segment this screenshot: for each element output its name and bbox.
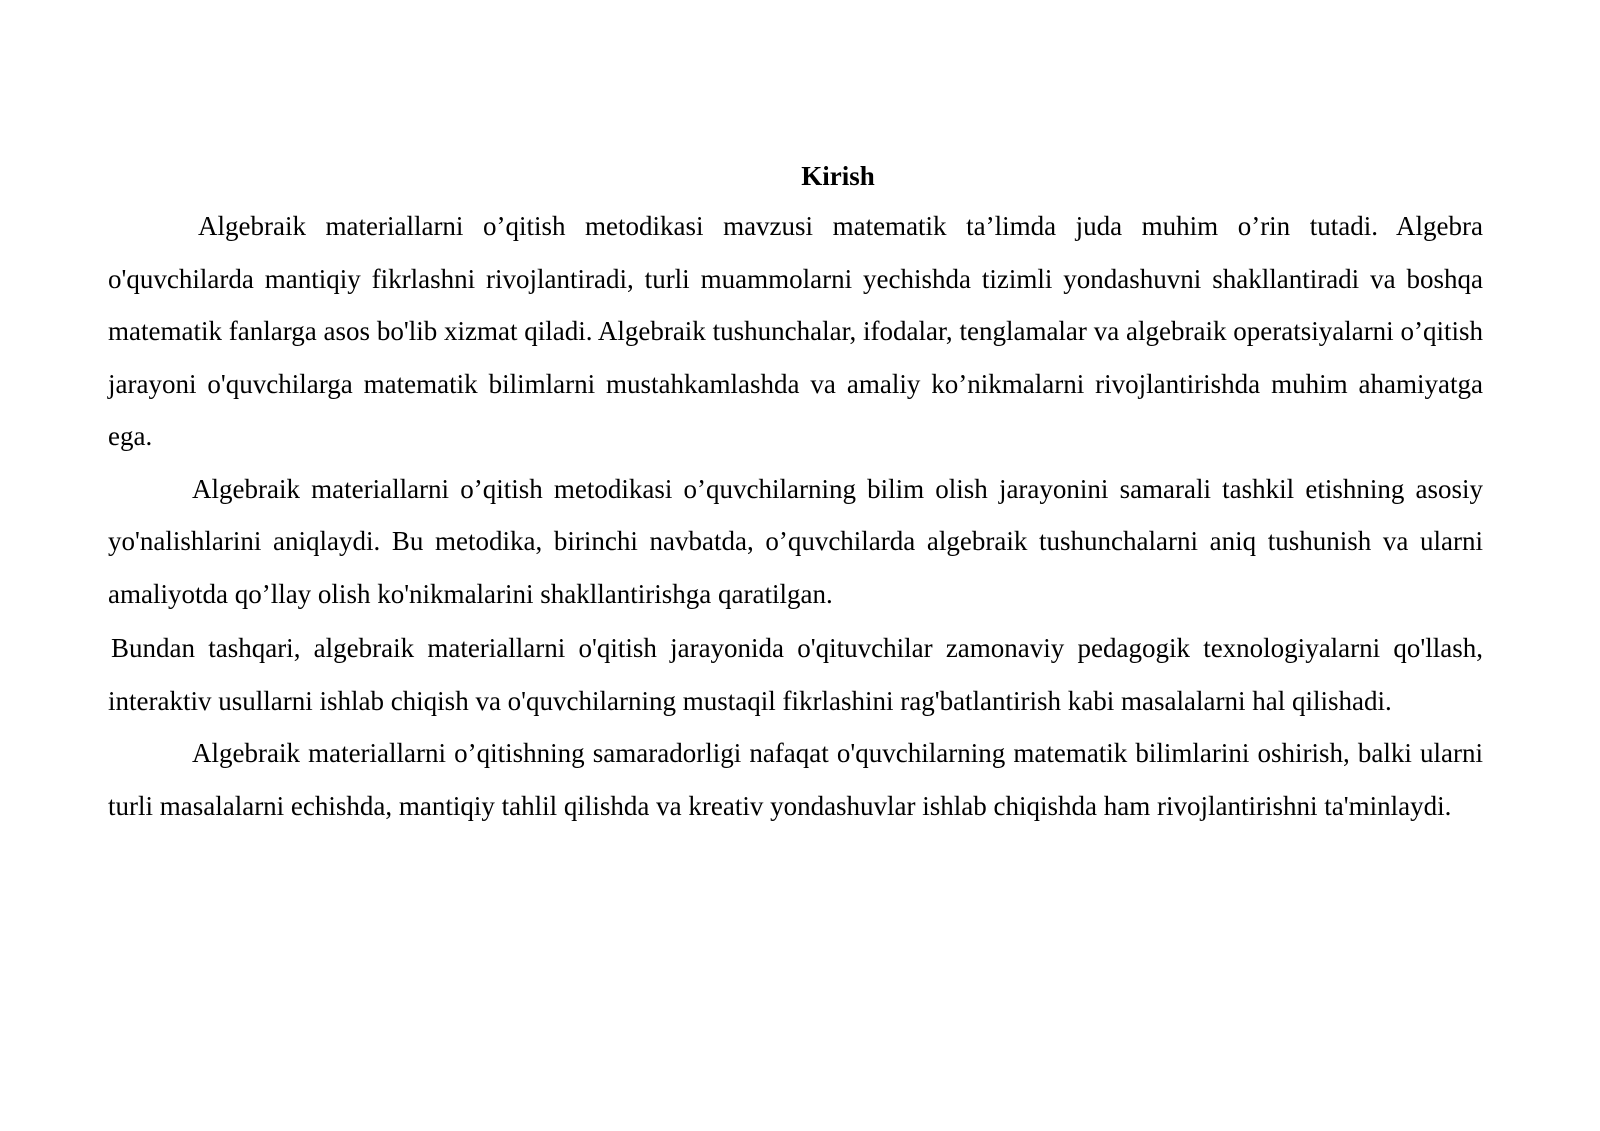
paragraph-methodology: Algebraik materiallarni o’qitish metodikasi o’quvchilarning bilim olish jarayonini samarali tashkil etishning asosiy yo'nalishlarini aniqlaydi. Bu metodika, birinchi navbatda, o’quvchilarda algebraik tushunchalarni aniq tushunish va ularni amaliyotda qo’llay olish ko'nikmalarini shakllantirishga qaratilgan. xyxy=(108,473,1483,609)
paragraph-technologies: Bundan tashqari, algebraik materiallarni o'qitish jarayonida o'qituvchilar zamonaviy pedagogik texnologiyalarni qo'llash, interaktiv usullarni ishlab chiqish va o'quvchilarning mustaqil fikrlashini rag'batlantirish kabi masalalarni hal qilishadi. xyxy=(108,633,1483,716)
paragraph-effectiveness: Algebraik materiallarni o’qitishning samaradorligi nafaqat o'quvchilarning matematik bilimlarini oshirish, balki ularni turli masalalarni echishda, mantiqiy tahlil qilishda va kreativ yondashuvlar ishlab chiqishda ham rivojlantirishni ta'minlaydi. xyxy=(108,738,1483,821)
document-body xyxy=(108,156,1483,832)
document-title: Kirish xyxy=(801,161,875,191)
paragraph-intro: Algebraik materiallarni o’qitish metodikasi mavzusi matematik ta’limda juda muhim o’rin tutadi. Algebra o'quvchilarda mantiqiy fikrlashni rivojlantiradi, turli muammolarni yechishda tizimli yondashuvni shakllantiradi va boshqa matematik fanlarga asos bo'lib xizmat qiladi. Algebraik tushunchalar, ifodalar, tenglamalar va algebraik operatsiyalarni o’qitish jarayoni o'quvchilarga matematik bilimlarni mustahkamlashda va amaliy ko’nikmalarni rivojlantirishda muhim ahamiyatga ega. xyxy=(108,211,1483,451)
